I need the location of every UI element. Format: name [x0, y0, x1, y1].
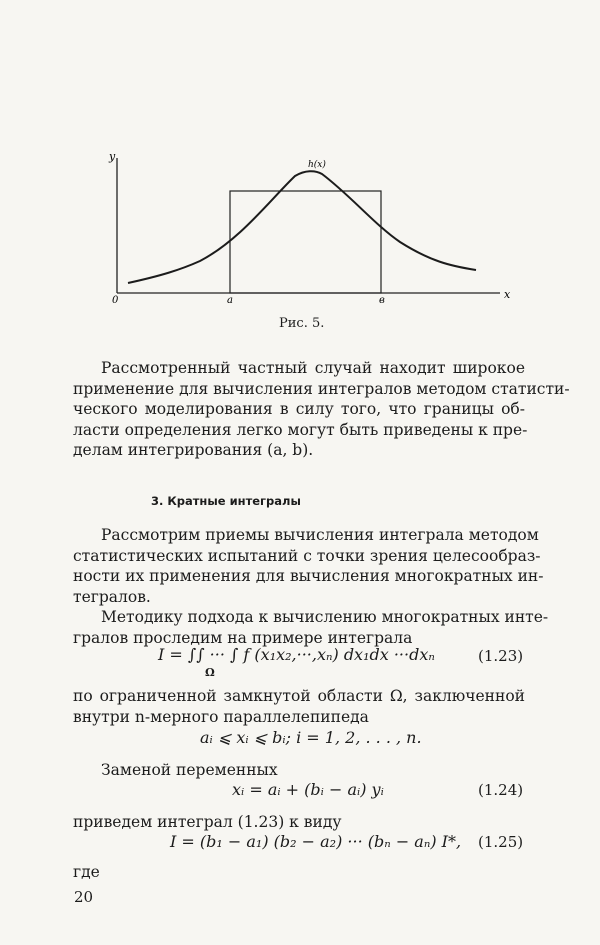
text-line: Методику подхода к вычислению многократных инте- [101, 608, 549, 626]
b-label: в [379, 295, 385, 306]
text-line: внутри n-мерного параллелепипеда [73, 707, 369, 726]
equation-1-25: I = (b₁ − a₁) (b₂ − a₂) ··· (bₙ − aₙ) I*, [170, 832, 462, 851]
curve-label: h(x) [308, 160, 326, 170]
a-label: a [227, 295, 233, 306]
y-axis-label: y [109, 150, 116, 163]
bell-curve [128, 171, 476, 283]
figure-5 [100, 140, 520, 310]
text-line: ческого моделирования в силу того, что границы об- [73, 400, 525, 418]
reduce-text: приведем интеграл (1.23) к виду [73, 813, 342, 831]
paragraph-3 [73, 607, 549, 648]
equation-number-1-23: (1.23) [478, 647, 524, 665]
paragraph-4 [73, 686, 525, 727]
text-line: применение для вычисления интегралов методом статисти- [73, 379, 570, 398]
figure-caption: Рис. 5. [279, 316, 325, 331]
text-line: ности их применения для вычисления многократных ин- [73, 567, 544, 585]
section-heading: 3. Кратные интегралы [151, 494, 301, 508]
page-number: 20 [74, 888, 94, 906]
equation-1-24: xᵢ = aᵢ + (bᵢ − aᵢ) yᵢ [232, 780, 384, 799]
constraint-formula: aᵢ ⩽ xᵢ ⩽ bᵢ; i = 1, 2, . . . , n. [200, 728, 422, 747]
integration-domain: Ω [205, 666, 215, 679]
where-text: где [73, 863, 100, 881]
paragraph-2 [73, 525, 544, 607]
origin-label: 0 [112, 295, 119, 306]
x-axis-label: x [504, 288, 511, 301]
text-line: статистических испытаний с точки зрения целесообраз- [73, 546, 541, 565]
equation-number-1-24: (1.24) [478, 781, 524, 799]
text-line: тегралов. [73, 587, 151, 606]
paragraph-1 [73, 358, 570, 461]
text-line: ласти определения легко могут быть приведены к пре- [73, 420, 528, 439]
text-line: по ограниченной замкнутой области Ω, заключенной [73, 687, 525, 705]
text-line: Рассмотренный частный случай находит широкое [101, 359, 525, 377]
equation-number-1-25: (1.25) [478, 833, 524, 851]
text-line: Рассмотрим приемы вычисления интеграла методом [101, 526, 539, 544]
text-line: делам интегрирования (a, b). [73, 441, 314, 459]
substitution-text: Заменой переменных [101, 761, 278, 779]
equation-1-23: I = ∫∫ ··· ∫ f (x₁x₂,···,xₙ) dx₁dx ···dxₙ [158, 645, 435, 664]
text-line: гралов проследим на примере интеграла [73, 628, 413, 647]
